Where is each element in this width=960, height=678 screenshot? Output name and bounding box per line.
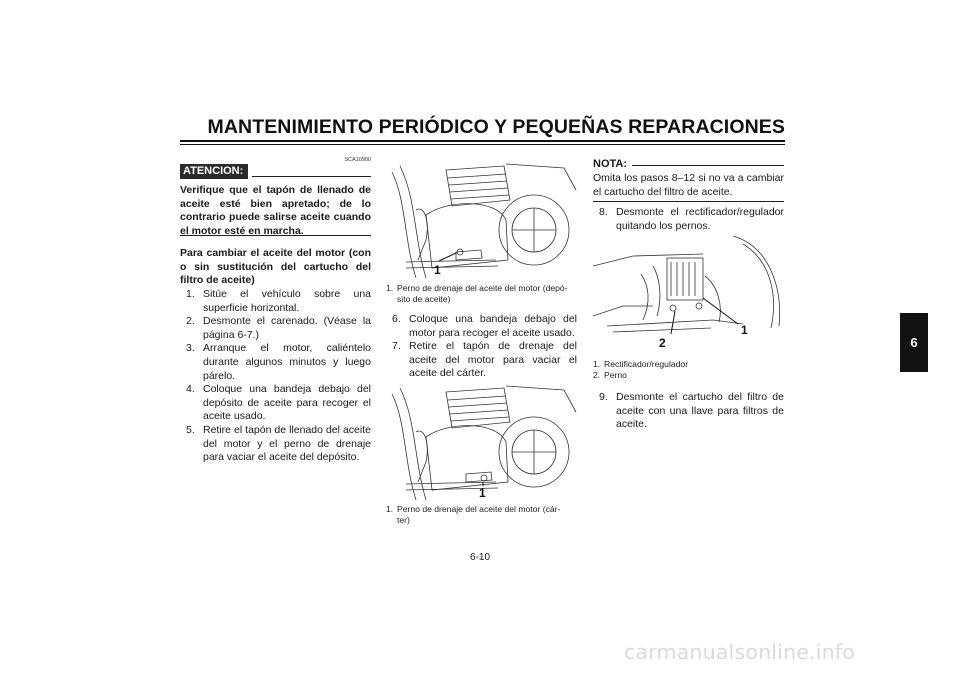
list-item bbox=[386, 340, 577, 381]
page-number: 6-10 bbox=[469, 552, 490, 563]
caption-text: ter) bbox=[397, 514, 410, 525]
list-item bbox=[593, 391, 784, 432]
callout-label: 1 bbox=[479, 486, 486, 500]
callout-label: 1 bbox=[434, 263, 441, 277]
nota-rule bbox=[632, 165, 784, 166]
figure-caption bbox=[386, 504, 577, 526]
caution-code: SCA10900 bbox=[344, 157, 371, 163]
step-text: Coloque una bandeja debajo del motor para recoger el aceite usado. bbox=[409, 313, 577, 339]
nota-end-rule bbox=[593, 201, 784, 202]
figure-caption bbox=[593, 359, 784, 381]
step-text: Retire el tapón de llenado del aceite del motor y el perno de drenaje para vaciar el aceite del depósito. bbox=[203, 423, 371, 464]
engine-drain-tank-illustration bbox=[386, 160, 577, 280]
caption-number: 2. bbox=[593, 369, 601, 380]
step-number: 6. bbox=[392, 313, 401, 325]
watermark: carmanualsonline.info bbox=[624, 640, 856, 664]
list-item bbox=[180, 288, 371, 315]
list-item bbox=[180, 383, 371, 424]
chapter-tab: 6 bbox=[900, 313, 928, 372]
caption-text: sito de aceite) bbox=[397, 293, 451, 304]
caption-number: 1. bbox=[386, 504, 394, 514]
step-number: 7. bbox=[392, 340, 401, 353]
nota-label: NOTA: bbox=[593, 158, 628, 170]
caption-text: Perno bbox=[604, 369, 627, 380]
step-number: 5. bbox=[186, 423, 195, 436]
step-text: Retire el tapón de drenaje del aceite del motor para vaciar el aceite del cárter. bbox=[409, 340, 577, 380]
caution-text: Verifique que el tapón de llenado de aceite esté bien apretado; de lo contrario puede salirse aceite cuando el motor esté en marcha. bbox=[180, 184, 371, 237]
caption-number: 1. bbox=[386, 283, 394, 293]
steps-list-col3a bbox=[593, 206, 784, 233]
step-text: Desmonte el carenado. (Véase la página 6-7.) bbox=[203, 315, 371, 341]
step-number: 2. bbox=[186, 315, 195, 328]
caption-text: Perno de drenaje del aceite del motor (cár- bbox=[397, 504, 561, 514]
step-number: 9. bbox=[599, 391, 608, 403]
step-text: Coloque una bandeja debajo del depósito de aceite para recoger el aceite usado. bbox=[203, 383, 371, 423]
caption-number: 1. bbox=[593, 359, 601, 369]
step-text: Sitúe el vehículo sobre una superficie horizontal. bbox=[203, 288, 371, 314]
nota-text: Omita los pasos 8–12 si no va a cambiar el cartucho del filtro de aceite. bbox=[593, 172, 784, 198]
step-text: Desmonte el rectificador/regulador quitando los pernos. bbox=[616, 206, 784, 232]
list-item bbox=[386, 313, 577, 340]
caption-text: Rectificador/regulador bbox=[604, 359, 689, 369]
step-text: Arranque el motor, caliéntelo durante algunos minutos y luego párelo. bbox=[203, 342, 371, 382]
engine-drain-crankcase-illustration bbox=[386, 382, 577, 502]
caution-badge: ATENCION: bbox=[180, 164, 248, 179]
figure-caption bbox=[386, 283, 577, 305]
header-rule bbox=[180, 140, 785, 142]
header-rule-thin bbox=[180, 144, 785, 145]
steps-list-col3b bbox=[593, 391, 784, 432]
step-number: 8. bbox=[599, 206, 608, 218]
list-item bbox=[180, 342, 371, 383]
steps-list-col1 bbox=[180, 288, 371, 465]
steps-list-col2 bbox=[386, 313, 577, 381]
caption-text: Perno de drenaje del aceite del motor (depó- bbox=[397, 283, 568, 293]
caution-end-rule bbox=[180, 235, 371, 236]
rectifier-regulator-illustration bbox=[593, 236, 784, 354]
step-text: Desmonte el cartucho del filtro de aceite con una llave para filtros de aceite. bbox=[616, 391, 784, 431]
procedure-heading: Para cambiar el aceite del motor (con o sin sustitución del cartucho del filtro de aceite) bbox=[180, 247, 371, 287]
page-title: MANTENIMIENTO PERIÓDICO Y PEQUEÑAS REPARACIONES bbox=[207, 116, 785, 138]
callout-label-2: 2 bbox=[659, 336, 666, 350]
list-item bbox=[180, 315, 371, 342]
step-number: 1. bbox=[186, 288, 195, 300]
list-item bbox=[593, 206, 784, 233]
caution-rule bbox=[252, 176, 371, 177]
step-number: 4. bbox=[186, 383, 195, 396]
list-item bbox=[180, 424, 371, 465]
callout-label-1: 1 bbox=[741, 323, 748, 337]
step-number: 3. bbox=[186, 342, 195, 355]
